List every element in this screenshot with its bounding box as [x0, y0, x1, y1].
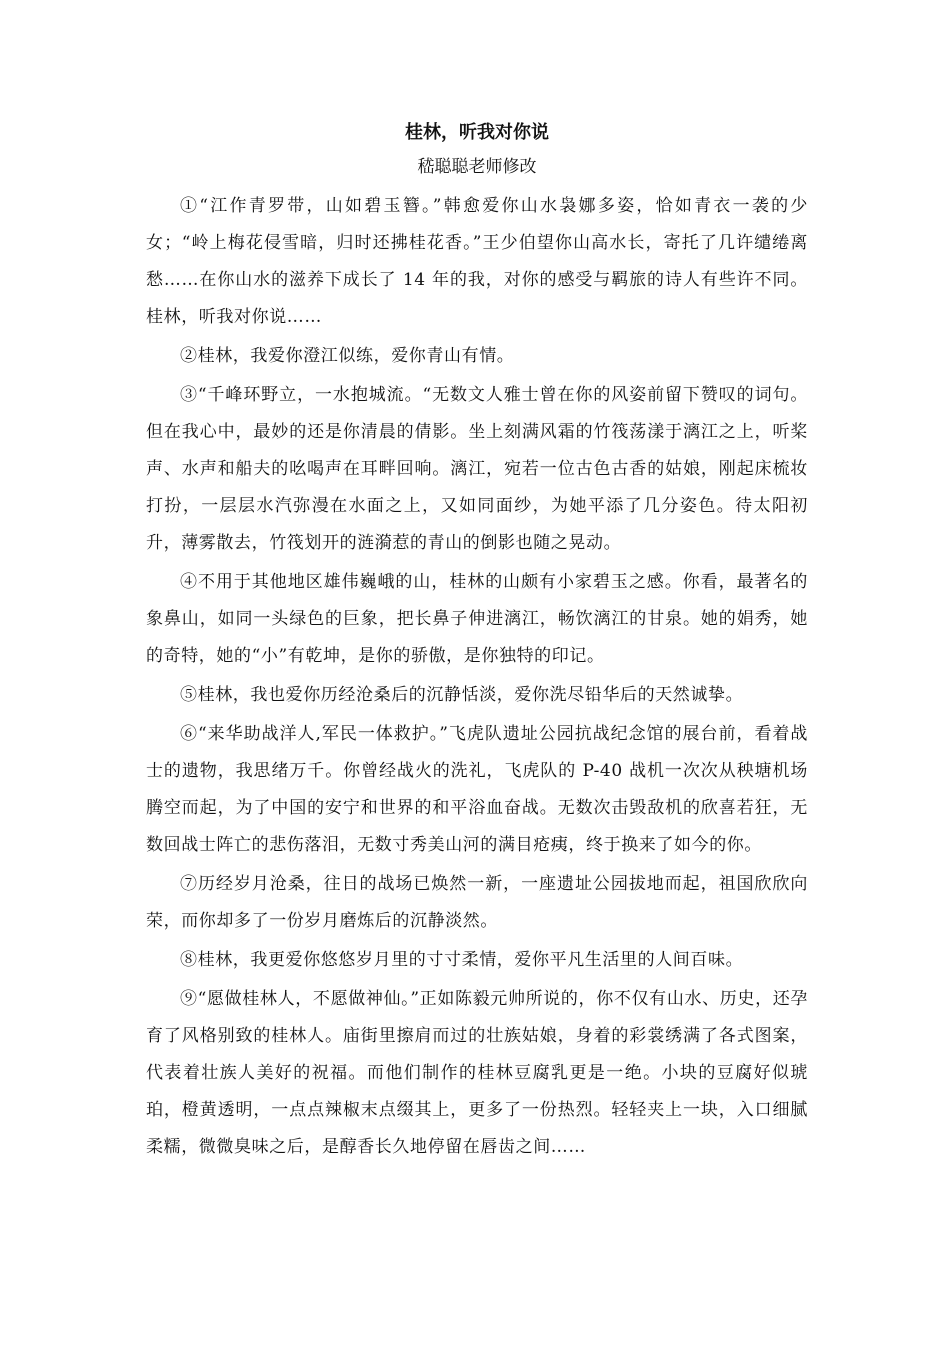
paragraph-7: ⑦历经岁月沧桑，往日的战场已焕然一新，一座遗址公园拔地而起，祖国欣欣向荣，而你却多了一份岁月磨炼后的沉静淡然。 — [146, 874, 808, 931]
author-byline: 嵇聪聪老师修改 — [417, 157, 537, 177]
document-body — [146, 118, 808, 1166]
essay-title: 桂林，听我对你说 — [405, 122, 549, 143]
paragraph-6: ⑥“来华助战洋人,军民一体救护。”飞虎队遗址公园抗战纪念馆的展台前，看着战士的遗物，我思绪万千。你曾经战火的洗礼，飞虎队的 P-40 战机一次次从秧塘机场腾空而起，为了中国的安宁和世界的和平浴血奋战。无数次击毁敌机的欣喜若狂，无数回战士阵亡的悲伤落泪，无数寸秀美山河的满目疮痍，终于换来了如今的你。 — [146, 724, 808, 855]
paragraph-2: ②桂林，我爱你澄江似练，爱你青山有情。 — [180, 346, 515, 366]
paragraph-1: ①“江作青罗带，山如碧玉簪。”韩愈爱你山水袅娜多姿，恰如青衣一袭的少女；“岭上梅花侵雪暗，归时还拂桂花香。”王少伯望你山高水长，寄托了几许缱绻离愁……在你山水的滋养下成长了 14 年的我，对你的感受与羁旅的诗人有些许不同。桂林，听我对你说…… — [146, 196, 808, 327]
paragraph-5: ⑤桂林，我也爱你历经沧桑后的沉静恬淡，爱你洗尽铅华后的天然诚挚。 — [180, 685, 744, 705]
paragraph-4: ④不用于其他地区雄伟巍峨的山，桂林的山颇有小家碧玉之感。你看，最著名的象鼻山，如同一头绿色的巨象，把长鼻子伸进漓江，畅饮漓江的甘泉。她的娟秀，她的奇特，她的“小”有乾坤，是你的骄傲，是你独特的印记。 — [146, 572, 808, 666]
paragraph-9: ⑨“愿做桂林人，不愿做神仙。”正如陈毅元帅所说的，你不仅有山水、历史，还孕育了风格别致的桂林人。庙街里擦肩而过的壮族姑娘，身着的彩裳绣满了各式图案，代表着壮族人美好的祝福。而他们制作的桂林豆腐乳更是一绝。小块的豆腐好似琥珀，橙黄透明，一点点辣椒末点缀其上，更多了一份热烈。轻轻夹上一块，入口细腻柔糯，微微臭味之后，是醇香长久地停留在唇齿之间…… — [146, 989, 808, 1157]
paragraph-3: ③“千峰环野立，一水抱城流。“无数文人雅士曾在你的风姿前留下赞叹的词句。但在我心中，最妙的还是你清晨的倩影。坐上刻满风霜的竹筏荡漾于漓江之上，听桨声、水声和船夫的吆喝声在耳畔回响。漓江，宛若一位古色古香的姑娘，刚起床梳妆打扮，一层层水汽弥漫在水面之上，又如同面纱，为她平添了几分姿色。待太阳初升，薄雾散去，竹筏划开的涟漪惹的青山的倒影也随之晃动。 — [146, 385, 808, 553]
paragraph-8: ⑧桂林，我更爱你悠悠岁月里的寸寸柔情，爱你平凡生活里的人间百味。 — [180, 950, 744, 970]
